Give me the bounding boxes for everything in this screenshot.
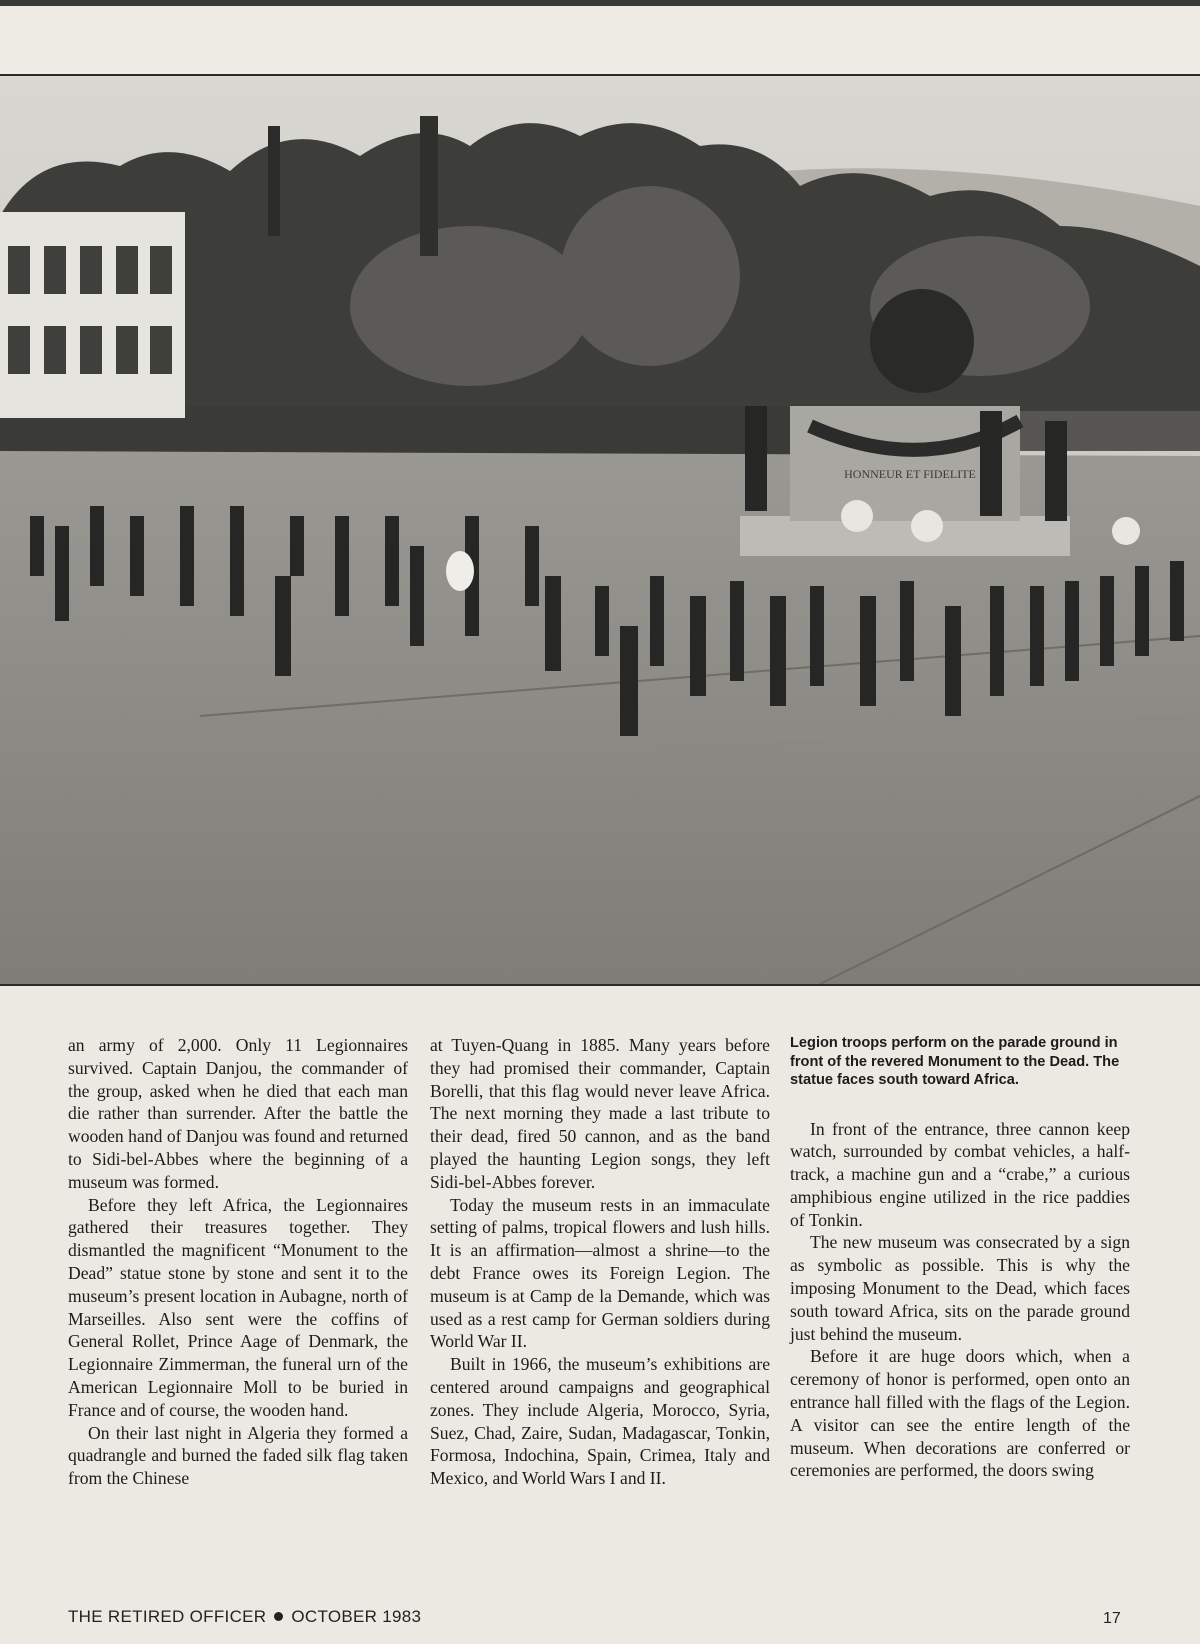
parade-photo	[0, 74, 1200, 986]
paragraph: Built in 1966, the museum’s exhibitions are centered around campaigns and geographical zones. They include Algeria, Morocco, Syria, Suez, Chad, Zaire, Sudan, Madagascar, Tonkin, Formosa, Indochina, Spain, Crimea, Italy and Mexico, and World Wars I and II.	[430, 1354, 770, 1489]
monument-inscription: HONNEUR ET FIDELITE	[844, 467, 976, 481]
article-column-2	[430, 1034, 770, 1490]
paragraph: Before it are huge doors which, when a ceremony of honor is performed, open onto an entrance hall filled with the flags of the Legion. A visitor can see the entire length of the museum. When decorations are conferred or ceremonies are performed, the doors swing	[790, 1346, 1130, 1481]
running-footer	[68, 1607, 421, 1627]
article-column-1	[68, 1034, 408, 1490]
top-margin-band	[0, 0, 1200, 74]
parade-ground-illustration	[0, 76, 1200, 984]
paragraph: Today the museum rests in an immaculate setting of palms, tropical flowers and lush hills. It is an affirmation—almost a shrine—to the debt France owes its Foreign Legion. The museum is at Camp de la Demande, which was used as a rest camp for German soldiers during World War II.	[430, 1194, 770, 1352]
issue-date: OCTOBER 1983	[291, 1607, 422, 1626]
page-number: 17	[1103, 1610, 1121, 1627]
publication-name: THE RETIRED OFFICER	[68, 1607, 267, 1626]
paragraph: at Tuyen-Quang in 1885. Many years before they had promised their commander, Captain Borelli, that this flag would never leave Africa. The next morning they made a last tribute to their dead, fired 50 cannon, and as the band played the haunting Legion songs, they left Sidi-bel-Abbes forever.	[430, 1035, 770, 1192]
paragraph: The new museum was consecrated by a sign as symbolic as possible. This is why the imposing Monument to the Dead, which faces south toward Africa, sits on the parade ground just behind the museum.	[790, 1232, 1130, 1344]
paragraph: an army of 2,000. Only 11 Legionnaires survived. Captain Danjou, the commander of the group, asked when he died that each man die rather than surrender. After the battle the wooden hand of Danjou was found and returned to Sidi-bel-Abbes where the beginning of a museum was formed.	[68, 1035, 408, 1192]
paragraph: Before they left Africa, the Legionnaires gathered their treasures together. They dismantled the magnificent “Monument to the Dead” statue stone by stone and sent it to the museum’s present location in Aubagne, north of Marseilles. Also sent were the coffins of General Rollet, Prince Aage of Denmark, the Legionnaire Zimmerman, the funeral urn of the American Legionnaire Moll to be buried in France and of course, the wooden hand.	[68, 1194, 408, 1420]
paragraph: In front of the entrance, three cannon keep watch, surrounded by combat vehicles, a half-track, a machine gun and a “crabe,” a curious amphibious engine utilized in the rice paddies of Tonkin.	[790, 1118, 1130, 1230]
bullet-icon	[274, 1612, 283, 1621]
paragraph: On their last night in Algeria they formed a quadrangle and burned the faded silk flag taken from the Chinese	[68, 1422, 408, 1489]
building	[0, 212, 185, 418]
article-column-3	[790, 1034, 1130, 1482]
photo-caption: Legion troops perform on the parade ground in front of the revered Monument to the Dead. The statue faces south toward Africa.	[790, 1035, 1120, 1088]
